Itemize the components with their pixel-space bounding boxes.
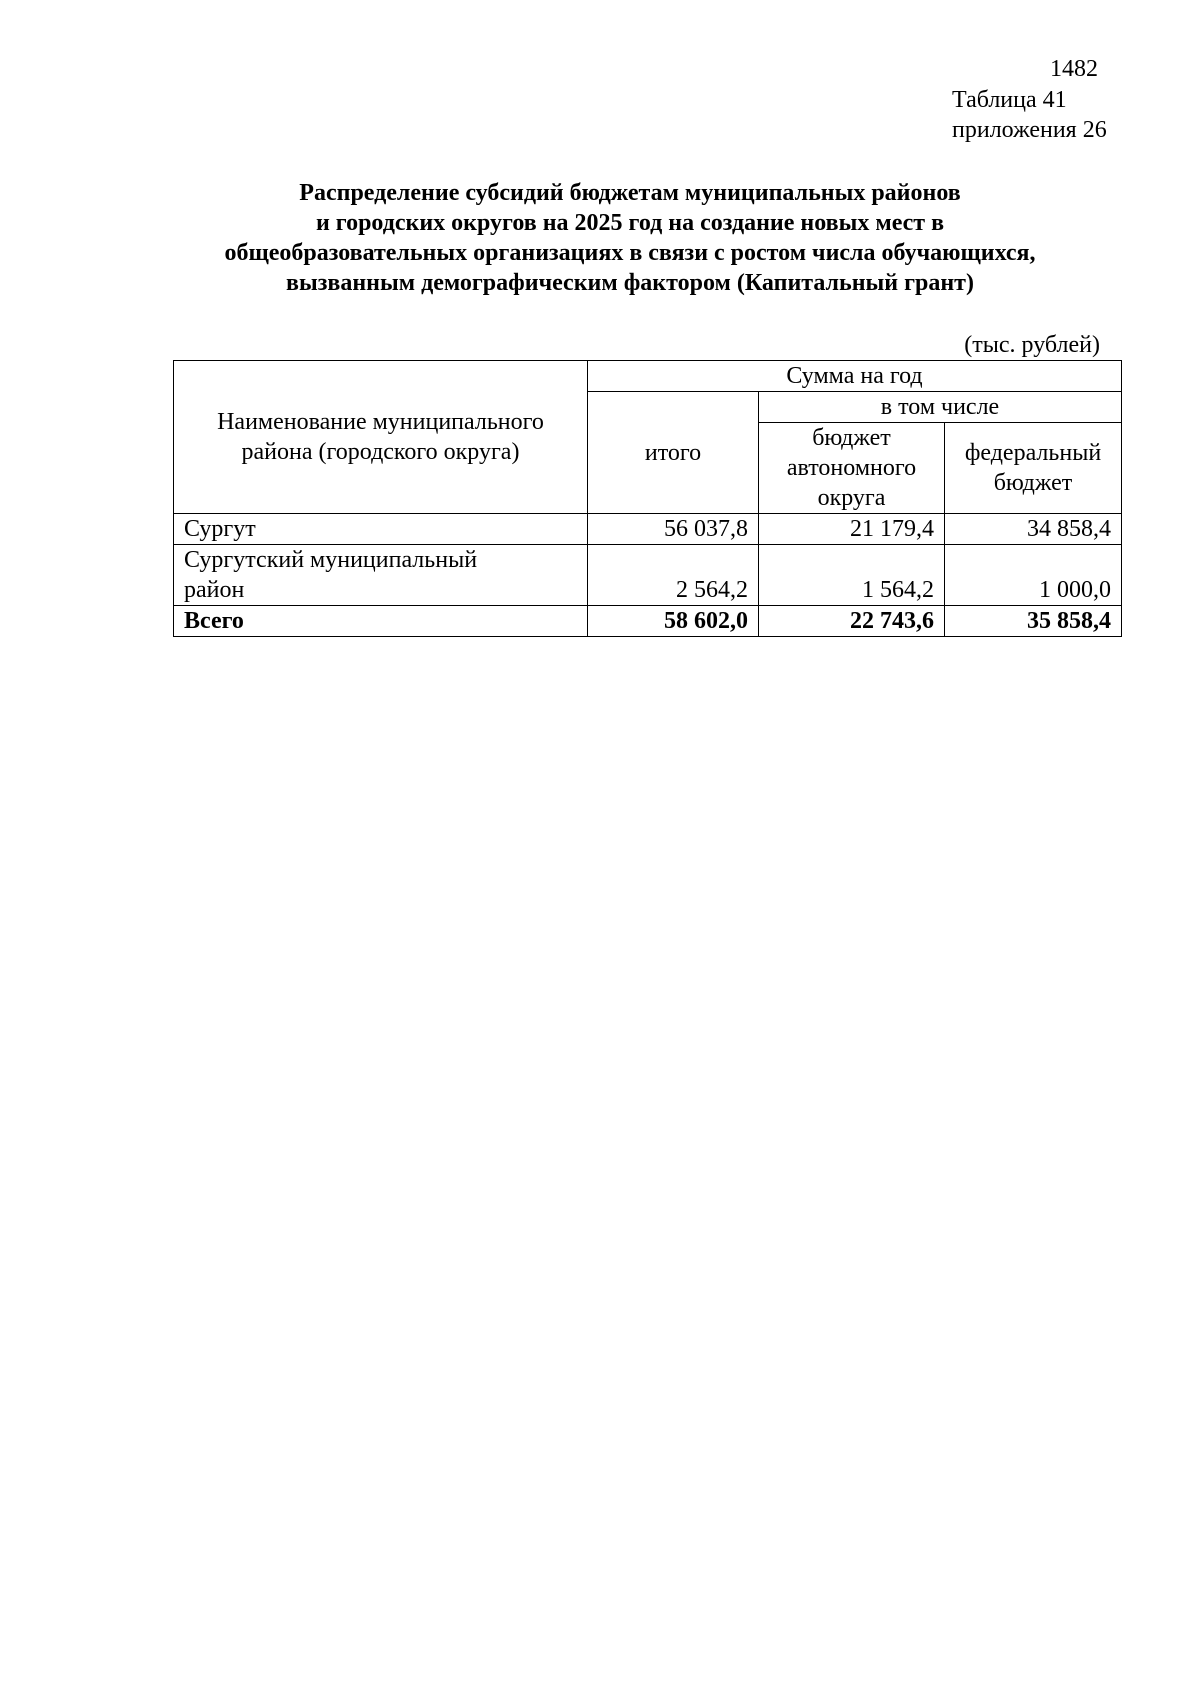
row-federal: 34 858,4	[945, 514, 1122, 545]
row-total: 56 037,8	[588, 514, 759, 545]
row-name	[174, 545, 588, 606]
total-okrug: 22 743,6	[759, 606, 945, 637]
row-federal: 1 000,0	[945, 545, 1122, 606]
total-label: Всего	[174, 606, 588, 637]
header-total: итого	[588, 392, 759, 514]
total-row	[174, 606, 1122, 637]
header-municipality	[174, 361, 588, 514]
row-name-line: Сургутский муниципальный	[184, 547, 478, 573]
header-federal-budget	[945, 423, 1122, 514]
page-number: 1482	[1050, 56, 1098, 82]
row-total: 2 564,2	[588, 545, 759, 606]
total-federal: 35 858,4	[945, 606, 1122, 637]
header-text: Наименование муниципального	[217, 409, 544, 435]
title-line: общеобразовательных организациях в связи с ростом числа обучающихся,	[224, 240, 1036, 266]
subsidy-table	[173, 360, 1122, 637]
table-row	[174, 545, 1122, 606]
total-sum: 58 602,0	[588, 606, 759, 637]
header-text: бюджет	[993, 470, 1073, 496]
header-text: автономного	[786, 455, 917, 481]
table-row	[174, 514, 1122, 545]
table-reference	[952, 85, 1107, 145]
header-text: района (городского округа)	[241, 439, 520, 465]
header-text: бюджет	[812, 425, 891, 451]
header-text: округа	[817, 485, 886, 511]
header-including: в том числе	[759, 392, 1122, 423]
header-okrug-budget	[759, 423, 945, 514]
row-name-line: район	[184, 577, 245, 603]
title-line: вызванным демографическим фактором (Капитальный грант)	[286, 270, 974, 296]
row-okrug: 21 179,4	[759, 514, 945, 545]
row-okrug: 1 564,2	[759, 545, 945, 606]
units-label: (тыс. рублей)	[964, 332, 1100, 358]
title-line: Распределение субсидий бюджетам муниципальных районов	[299, 180, 961, 206]
document-title	[130, 178, 1130, 298]
header-text: федеральный	[964, 440, 1102, 466]
row-name: Сургут	[174, 514, 588, 545]
title-line: и городских округов на 2025 год на создание новых мест в	[315, 210, 945, 236]
table-number: Таблица 41	[952, 87, 1067, 113]
header-sum-per-year: Сумма на год	[588, 361, 1122, 392]
appendix-number: приложения 26	[952, 117, 1107, 143]
